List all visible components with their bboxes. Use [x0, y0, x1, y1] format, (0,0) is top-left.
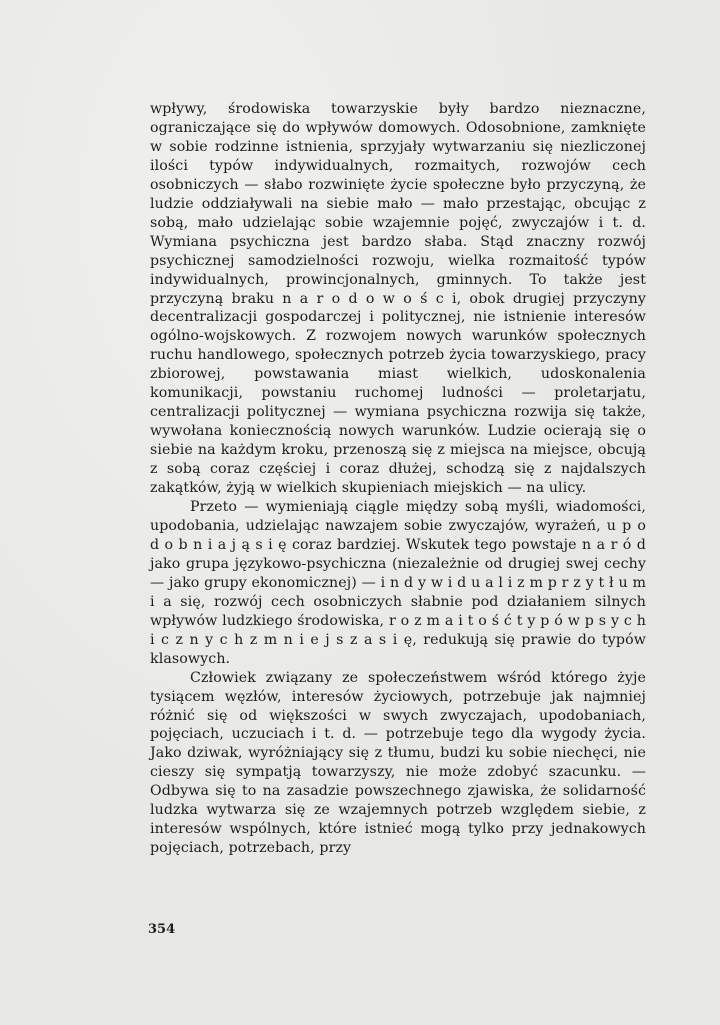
paragraph-1: wpływy, środowiska towarzyskie były bardzo nieznaczne, ograniczające się do wpływów domowych. Odosobnione, zamknięte w sobie rodzinne istnienia, sprzyjały wytwarzaniu się niezliczonej ilości typów indywidualnych, rozmaitych, rozwojów cech osobniczych — słabo rozwinięte życie społeczne było przyczyną, że ludzie oddziaływali na siebie mało — mało przestając, obcując z sobą, mało udzielając sobie wzajemnie pojęć, zwyczajów i t. d. Wymiana psychiczna jest bardzo słaba. Stąd znaczny rozwój psychicznej samodzielności rozwoju, wielka rozmaitość typów indywidualnych, prowincjonalnych, gminnych. To także jest przyczyną braku n a r o d o w o ś c i, obok drugiej przyczyny decentralizacji gospodarczej i politycznej, nie istnienie interesów ogólno-wojskowych. Z rozwojem nowych warunków społecznych ruchu handlowego, społecznych potrzeb życia towarzyskiego, pracy zbiorowej, powstawania miast wielkich, udoskonalenia komunikacji, powstaniu ruchomej ludności — proletarjatu, centralizacji politycznej — wymiana psychiczna rozwija się także, wywołana koniecznością nowych warunków. Ludzie ocierają się o siebie na każdym kroku, przenoszą się z miejsca na miejsce, obcują z sobą coraz częściej i coraz dłużej, schodzą się z najdalszych zakątków, żyją w wielkich skupieniach miejskich — na ulicy.	[150, 101, 646, 497]
paragraph-2: Przeto — wymieniają ciągle między sobą myśli, wiadomości, upodobania, udzielając nawzajem sobie zwyczajów, wyrażeń, u p o d o b n i a j ą s i ę coraz bardziej. Wskutek tego powstaje n a r ó d jako grupa językowo-psychiczna (niezależnie od drugiej swej cechy — jako grupy ekonomicznej) — i n d y w i d u a l i z m p r z y t ł u m i a się, rozwój cech osobniczych słabnie pod działaniem silnych wpływów ludzkiego środowiska, r o z m a i t o ś ć t y p ó w p s y c h i c z n y c h z m n i e j s z a s i ę, redukują się prawie do typów klasowych.	[150, 499, 646, 667]
page-number: 354	[148, 922, 176, 937]
body-text	[150, 100, 646, 858]
paragraph-3: Człowiek związany ze społeczeństwem wśród którego żyje tysiącem węzłów, interesów życiowych, potrzebuje jak najmniej różnić się od większości w swych zwyczajach, upodobaniach, pojęciach, uczuciach i t. d. — potrzebuje tego dla wygody życia. Jako dziwak, wyróżniający się z tłumu, budzi ku sobie niechęci, nie cieszy się sympatją towarzyszy, nie może zdobyć szacunku. — Odbywa się to na zasadzie powszechnego zjawiska, że solidarność ludzka wytwarza się ze wzajemnych potrzeb względem siebie, z interesów wspólnych, które istnieć mogą tylko przy jednakowych pojęciach, potrzebach, przy	[150, 669, 646, 857]
